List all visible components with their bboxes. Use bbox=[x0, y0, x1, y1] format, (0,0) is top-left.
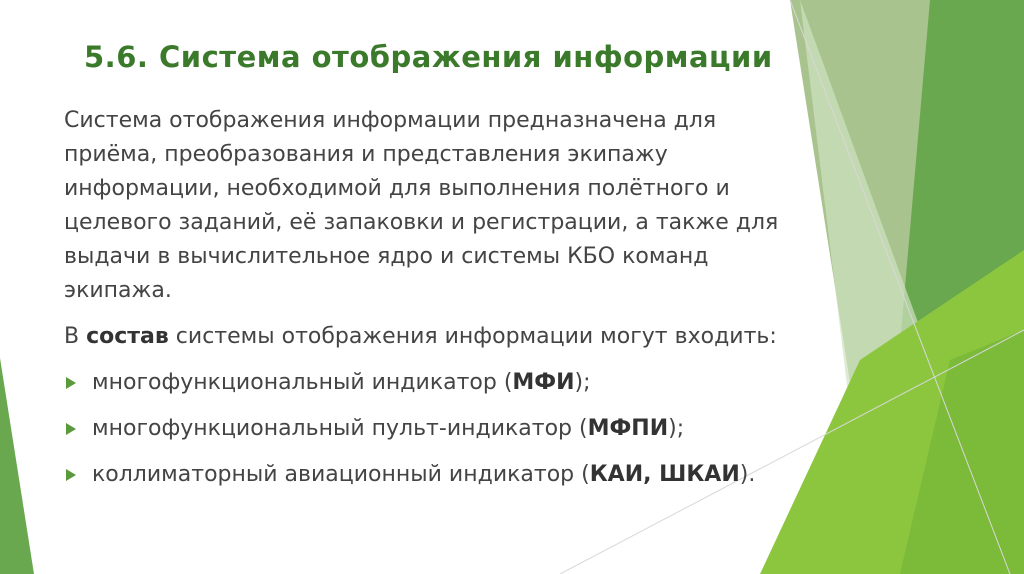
slide-content bbox=[64, 104, 794, 504]
list-item bbox=[64, 366, 794, 400]
list-item-bold: КАИ, ШКАИ bbox=[589, 462, 740, 487]
list-item-end: ); bbox=[574, 370, 591, 395]
paragraph-composition-after: системы отображения информации могут входить: bbox=[168, 324, 777, 349]
list-item bbox=[64, 412, 794, 446]
bullet-list bbox=[64, 366, 794, 492]
list-item-text: коллиматорный авиационный индикатор ( bbox=[92, 462, 590, 487]
paragraph-composition bbox=[64, 320, 794, 354]
triangle-bullet-icon bbox=[66, 377, 76, 389]
list-item-text: многофункциональный индикатор ( bbox=[92, 370, 513, 395]
list-item-end: ). bbox=[739, 462, 756, 487]
triangle-bullet-icon bbox=[66, 469, 76, 481]
list-item bbox=[64, 458, 794, 492]
list-item-bold: МФПИ bbox=[587, 416, 669, 441]
triangle-bullet-icon bbox=[66, 423, 76, 435]
list-item-end: ); bbox=[668, 416, 685, 441]
paragraph-composition-bold: состав bbox=[86, 324, 169, 349]
paragraph-description: Система отображения информации предназначена для приёма, преобразования и представления экипажу информации, необходимой для выполнения полётного и целевого заданий, её запаковки и регистрации, а также для выдачи в вычислительное ядро и системы КБО команд экипажа. bbox=[64, 108, 779, 303]
left-green-wedge bbox=[0, 358, 34, 574]
list-item-text: многофункциональный пульт-индикатор ( bbox=[92, 416, 588, 441]
slide-title: 5.6. Система отображения информации bbox=[84, 40, 773, 74]
list-item-bold: МФИ bbox=[512, 370, 575, 395]
paragraph-composition-before: В bbox=[64, 324, 87, 349]
